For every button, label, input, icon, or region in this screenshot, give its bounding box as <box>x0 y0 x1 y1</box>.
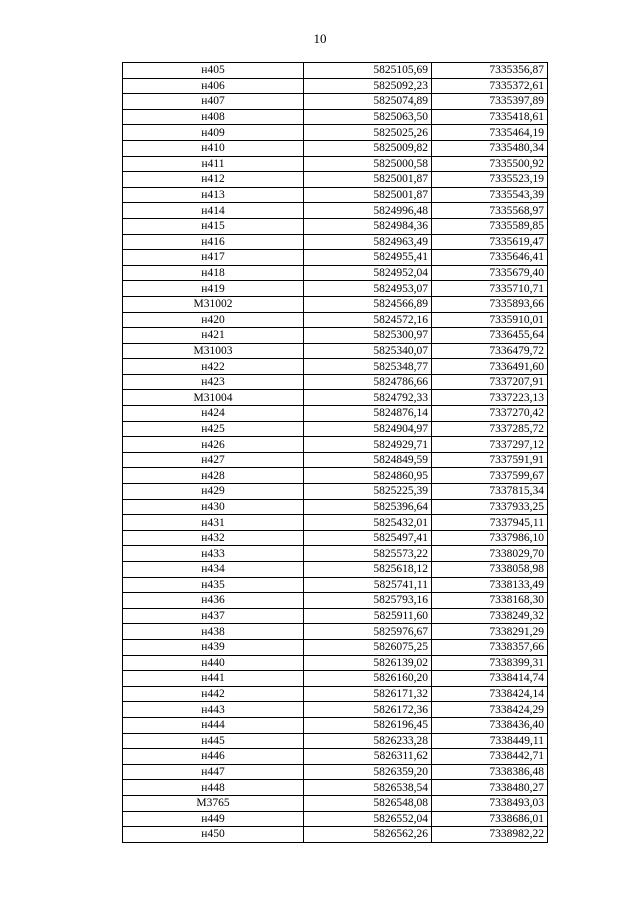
y-coordinate-cell: 7337285,72 <box>432 421 548 437</box>
point-id-cell: н448 <box>123 780 304 796</box>
table-row <box>123 452 548 468</box>
y-coordinate-cell: 7338982,22 <box>432 827 548 843</box>
point-id-cell: н430 <box>123 499 304 515</box>
table-row <box>123 312 548 328</box>
x-coordinate-cell: 5826359,20 <box>304 764 432 780</box>
x-coordinate-cell: 5824849,59 <box>304 452 432 468</box>
point-id-cell: М31004 <box>123 390 304 406</box>
table-row <box>123 156 548 172</box>
coordinates-table <box>122 62 548 843</box>
y-coordinate-cell: 7338133,49 <box>432 577 548 593</box>
table-row <box>123 250 548 266</box>
point-id-cell: н406 <box>123 78 304 94</box>
y-coordinate-cell: 7335523,19 <box>432 172 548 188</box>
y-coordinate-cell: 7338493,03 <box>432 795 548 811</box>
y-coordinate-cell: 7338480,27 <box>432 780 548 796</box>
y-coordinate-cell: 7335480,34 <box>432 140 548 156</box>
x-coordinate-cell: 5826160,20 <box>304 671 432 687</box>
y-coordinate-cell: 7338386,48 <box>432 764 548 780</box>
y-coordinate-cell: 7335893,66 <box>432 296 548 312</box>
point-id-cell: н412 <box>123 172 304 188</box>
table-row <box>123 624 548 640</box>
x-coordinate-cell: 5825793,16 <box>304 593 432 609</box>
x-coordinate-cell: 5824984,36 <box>304 218 432 234</box>
table-row <box>123 795 548 811</box>
coordinates-table-body <box>123 63 548 843</box>
table-row <box>123 437 548 453</box>
point-id-cell: н405 <box>123 63 304 79</box>
point-id-cell: н447 <box>123 764 304 780</box>
y-coordinate-cell: 7337297,12 <box>432 437 548 453</box>
x-coordinate-cell: 5825063,50 <box>304 109 432 125</box>
y-coordinate-cell: 7335500,92 <box>432 156 548 172</box>
point-id-cell: М3765 <box>123 795 304 811</box>
table-row <box>123 468 548 484</box>
y-coordinate-cell: 7335710,71 <box>432 281 548 297</box>
table-row <box>123 639 548 655</box>
x-coordinate-cell: 5825432,01 <box>304 515 432 531</box>
point-id-cell: н427 <box>123 452 304 468</box>
point-id-cell: н449 <box>123 811 304 827</box>
table-row <box>123 328 548 344</box>
point-id-cell: н436 <box>123 593 304 609</box>
y-coordinate-cell: 7338291,29 <box>432 624 548 640</box>
y-coordinate-cell: 7335464,19 <box>432 125 548 141</box>
table-row <box>123 764 548 780</box>
table-row <box>123 359 548 375</box>
y-coordinate-cell: 7335418,61 <box>432 109 548 125</box>
y-coordinate-cell: 7335646,41 <box>432 250 548 266</box>
point-id-cell: н445 <box>123 733 304 749</box>
table-row <box>123 546 548 562</box>
point-id-cell: н414 <box>123 203 304 219</box>
x-coordinate-cell: 5824952,04 <box>304 265 432 281</box>
x-coordinate-cell: 5825340,07 <box>304 343 432 359</box>
table-row <box>123 717 548 733</box>
y-coordinate-cell: 7335679,40 <box>432 265 548 281</box>
point-id-cell: н442 <box>123 686 304 702</box>
point-id-cell: н432 <box>123 530 304 546</box>
x-coordinate-cell: 5825001,87 <box>304 172 432 188</box>
x-coordinate-cell: 5826139,02 <box>304 655 432 671</box>
y-coordinate-cell: 7337945,11 <box>432 515 548 531</box>
point-id-cell: н441 <box>123 671 304 687</box>
y-coordinate-cell: 7338029,70 <box>432 546 548 562</box>
y-coordinate-cell: 7337986,10 <box>432 530 548 546</box>
x-coordinate-cell: 5826196,45 <box>304 717 432 733</box>
x-coordinate-cell: 5826233,28 <box>304 733 432 749</box>
table-row <box>123 655 548 671</box>
x-coordinate-cell: 5824929,71 <box>304 437 432 453</box>
point-id-cell: н419 <box>123 281 304 297</box>
table-row <box>123 515 548 531</box>
point-id-cell: н421 <box>123 328 304 344</box>
point-id-cell: М31003 <box>123 343 304 359</box>
table-row <box>123 593 548 609</box>
page-number: 10 <box>313 31 327 46</box>
table-row <box>123 78 548 94</box>
table-row <box>123 109 548 125</box>
table-row <box>123 562 548 578</box>
point-id-cell: н418 <box>123 265 304 281</box>
point-id-cell: н446 <box>123 749 304 765</box>
y-coordinate-cell: 7338436,40 <box>432 717 548 733</box>
x-coordinate-cell: 5825396,64 <box>304 499 432 515</box>
x-coordinate-cell: 5826171,32 <box>304 686 432 702</box>
point-id-cell: н426 <box>123 437 304 453</box>
point-id-cell: н439 <box>123 639 304 655</box>
point-id-cell: М31002 <box>123 296 304 312</box>
y-coordinate-cell: 7337591,91 <box>432 452 548 468</box>
table-row <box>123 406 548 422</box>
point-id-cell: н408 <box>123 109 304 125</box>
x-coordinate-cell: 5825225,39 <box>304 484 432 500</box>
point-id-cell: н416 <box>123 234 304 250</box>
y-coordinate-cell: 7335397,89 <box>432 94 548 110</box>
x-coordinate-cell: 5824566,89 <box>304 296 432 312</box>
table-row <box>123 421 548 437</box>
point-id-cell: н440 <box>123 655 304 671</box>
table-row <box>123 749 548 765</box>
table-row <box>123 671 548 687</box>
x-coordinate-cell: 5825009,82 <box>304 140 432 156</box>
point-id-cell: н429 <box>123 484 304 500</box>
table-row <box>123 499 548 515</box>
point-id-cell: н443 <box>123 702 304 718</box>
y-coordinate-cell: 7335372,61 <box>432 78 548 94</box>
table-row <box>123 608 548 624</box>
table-row <box>123 484 548 500</box>
point-id-cell: н435 <box>123 577 304 593</box>
x-coordinate-cell: 5824860,95 <box>304 468 432 484</box>
y-coordinate-cell: 7335910,01 <box>432 312 548 328</box>
y-coordinate-cell: 7335543,39 <box>432 187 548 203</box>
point-id-cell: н444 <box>123 717 304 733</box>
table-row <box>123 94 548 110</box>
x-coordinate-cell: 5826538,54 <box>304 780 432 796</box>
x-coordinate-cell: 5825741,11 <box>304 577 432 593</box>
point-id-cell: н420 <box>123 312 304 328</box>
y-coordinate-cell: 7336479,72 <box>432 343 548 359</box>
table-row <box>123 140 548 156</box>
y-coordinate-cell: 7338424,29 <box>432 702 548 718</box>
table-row <box>123 733 548 749</box>
y-coordinate-cell: 7338424,14 <box>432 686 548 702</box>
x-coordinate-cell: 5825300,97 <box>304 328 432 344</box>
y-coordinate-cell: 7336455,64 <box>432 328 548 344</box>
y-coordinate-cell: 7337270,42 <box>432 406 548 422</box>
x-coordinate-cell: 5824996,48 <box>304 203 432 219</box>
table-row <box>123 203 548 219</box>
y-coordinate-cell: 7335568,97 <box>432 203 548 219</box>
point-id-cell: н423 <box>123 374 304 390</box>
point-id-cell: н425 <box>123 421 304 437</box>
table-row <box>123 577 548 593</box>
point-id-cell: н410 <box>123 140 304 156</box>
x-coordinate-cell: 5826172,36 <box>304 702 432 718</box>
x-coordinate-cell: 5825001,87 <box>304 187 432 203</box>
table-row <box>123 172 548 188</box>
y-coordinate-cell: 7335356,87 <box>432 63 548 79</box>
y-coordinate-cell: 7338442,71 <box>432 749 548 765</box>
table-row <box>123 374 548 390</box>
x-coordinate-cell: 5825497,41 <box>304 530 432 546</box>
table-row <box>123 234 548 250</box>
table-row <box>123 343 548 359</box>
table-row <box>123 265 548 281</box>
x-coordinate-cell: 5824963,49 <box>304 234 432 250</box>
table-row <box>123 187 548 203</box>
point-id-cell: н434 <box>123 562 304 578</box>
table-row <box>123 702 548 718</box>
table-row <box>123 296 548 312</box>
x-coordinate-cell: 5826548,08 <box>304 795 432 811</box>
x-coordinate-cell: 5824953,07 <box>304 281 432 297</box>
table-row <box>123 125 548 141</box>
y-coordinate-cell: 7337223,13 <box>432 390 548 406</box>
x-coordinate-cell: 5824904,97 <box>304 421 432 437</box>
y-coordinate-cell: 7338686,01 <box>432 811 548 827</box>
point-id-cell: н409 <box>123 125 304 141</box>
point-id-cell: н424 <box>123 406 304 422</box>
x-coordinate-cell: 5825000,58 <box>304 156 432 172</box>
table-row <box>123 780 548 796</box>
table-row <box>123 218 548 234</box>
x-coordinate-cell: 5825976,67 <box>304 624 432 640</box>
x-coordinate-cell: 5824876,14 <box>304 406 432 422</box>
table-row <box>123 530 548 546</box>
point-id-cell: н411 <box>123 156 304 172</box>
y-coordinate-cell: 7338357,66 <box>432 639 548 655</box>
x-coordinate-cell: 5826562,26 <box>304 827 432 843</box>
table-row <box>123 281 548 297</box>
point-id-cell: н407 <box>123 94 304 110</box>
point-id-cell: н433 <box>123 546 304 562</box>
point-id-cell: н438 <box>123 624 304 640</box>
y-coordinate-cell: 7338399,31 <box>432 655 548 671</box>
y-coordinate-cell: 7335589,85 <box>432 218 548 234</box>
x-coordinate-cell: 5826552,04 <box>304 811 432 827</box>
y-coordinate-cell: 7336491,60 <box>432 359 548 375</box>
table-row <box>123 811 548 827</box>
x-coordinate-cell: 5824572,16 <box>304 312 432 328</box>
point-id-cell: н431 <box>123 515 304 531</box>
table-row <box>123 63 548 79</box>
point-id-cell: н422 <box>123 359 304 375</box>
point-id-cell: н428 <box>123 468 304 484</box>
x-coordinate-cell: 5825911,60 <box>304 608 432 624</box>
y-coordinate-cell: 7338168,30 <box>432 593 548 609</box>
y-coordinate-cell: 7338414,74 <box>432 671 548 687</box>
y-coordinate-cell: 7337815,34 <box>432 484 548 500</box>
x-coordinate-cell: 5826075,25 <box>304 639 432 655</box>
y-coordinate-cell: 7337207,91 <box>432 374 548 390</box>
x-coordinate-cell: 5826311,62 <box>304 749 432 765</box>
x-coordinate-cell: 5824786,66 <box>304 374 432 390</box>
table-row <box>123 827 548 843</box>
y-coordinate-cell: 7338449,11 <box>432 733 548 749</box>
y-coordinate-cell: 7335619,47 <box>432 234 548 250</box>
table-row <box>123 686 548 702</box>
x-coordinate-cell: 5825074,89 <box>304 94 432 110</box>
y-coordinate-cell: 7337933,25 <box>432 499 548 515</box>
point-id-cell: н450 <box>123 827 304 843</box>
point-id-cell: н437 <box>123 608 304 624</box>
x-coordinate-cell: 5825025,26 <box>304 125 432 141</box>
point-id-cell: н413 <box>123 187 304 203</box>
y-coordinate-cell: 7338058,98 <box>432 562 548 578</box>
x-coordinate-cell: 5825092,23 <box>304 78 432 94</box>
y-coordinate-cell: 7337599,67 <box>432 468 548 484</box>
x-coordinate-cell: 5825348,77 <box>304 359 432 375</box>
x-coordinate-cell: 5825573,22 <box>304 546 432 562</box>
x-coordinate-cell: 5825105,69 <box>304 63 432 79</box>
y-coordinate-cell: 7338249,32 <box>432 608 548 624</box>
point-id-cell: н415 <box>123 218 304 234</box>
table-row <box>123 390 548 406</box>
point-id-cell: н417 <box>123 250 304 266</box>
x-coordinate-cell: 5824792,33 <box>304 390 432 406</box>
x-coordinate-cell: 5824955,41 <box>304 250 432 266</box>
x-coordinate-cell: 5825618,12 <box>304 562 432 578</box>
